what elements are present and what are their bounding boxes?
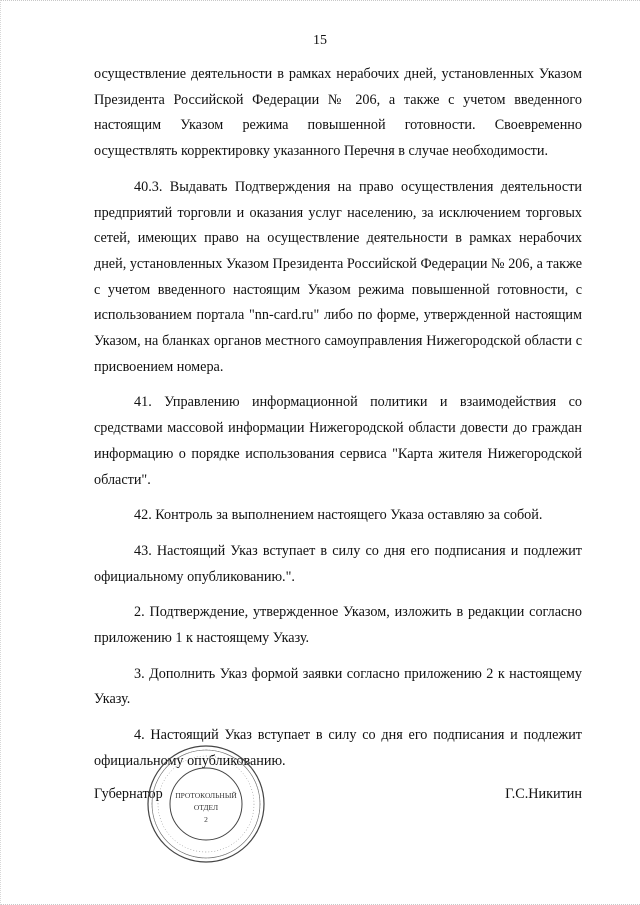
body-paragraph: 43. Настоящий Указ вступает в силу со дня его подписания и подлежит официальному опубликованию.".: [94, 542, 582, 585]
document-body: [94, 62, 582, 785]
body-paragraph: осуществление деятельности в рамках нерабочих дней, установленных Указом Президента Российской Федерации № 206, а также с учетом введенного настоящим Указом режима повышенной готовности. Своевременно осуществлять корректировку указанного Перечня в случае необходимости.: [94, 66, 582, 160]
page-number: 15: [313, 33, 327, 48]
stamp-seal-icon: [144, 742, 268, 866]
stamp-line-2: ОТДЕЛ: [193, 803, 219, 812]
page-edge-left: [0, 0, 3, 905]
stamp-line-3: 2: [204, 815, 208, 824]
signatory-title: Губернатор: [94, 786, 163, 802]
signatory-name: Г.С.Никитин: [505, 786, 582, 802]
official-stamp-icon: [144, 742, 268, 866]
body-paragraph: 2. Подтверждение, утвержденное Указом, изложить в редакции согласно приложению 1 к настоящему Указу.: [94, 604, 582, 647]
page-edge-top: [0, 0, 640, 3]
body-paragraph: 42. Контроль за выполнением настоящего Указа оставляю за собой.: [134, 507, 543, 524]
body-paragraph: 3. Дополнить Указ формой заявки согласно приложению 2 к настоящему Указу.: [94, 665, 582, 708]
stamp-line-1: ПРОТОКОЛЬНЫЙ: [175, 791, 237, 800]
body-paragraph: 41. Управлению информационной политики и взаимодействия со средствами массовой информации Нижегородской области довести до граждан информацию о порядке использования сервиса "Карта жителя Нижегородской области".: [94, 394, 582, 488]
body-paragraph: 40.3. Выдавать Подтверждения на право осуществления деятельности предприятий торговли и оказания услуг населению, за исключением торговых сетей, имеющих право на осуществление деятельности в рамках нерабочих дней, установленных Указом Президента Российской Федерации № 206, а также с учетом введенного настоящим Указом режима повышенной готовности, с использованием портала "nn-card.ru" либо по форме, утвержденной настоящим Указом, на бланках органов местного самоуправления Нижегородской области с присвоением номера.: [94, 178, 582, 375]
body-paragraph: 4. Настоящий Указ вступает в силу со дня его подписания и подлежит официальному опубликованию.: [94, 727, 582, 769]
